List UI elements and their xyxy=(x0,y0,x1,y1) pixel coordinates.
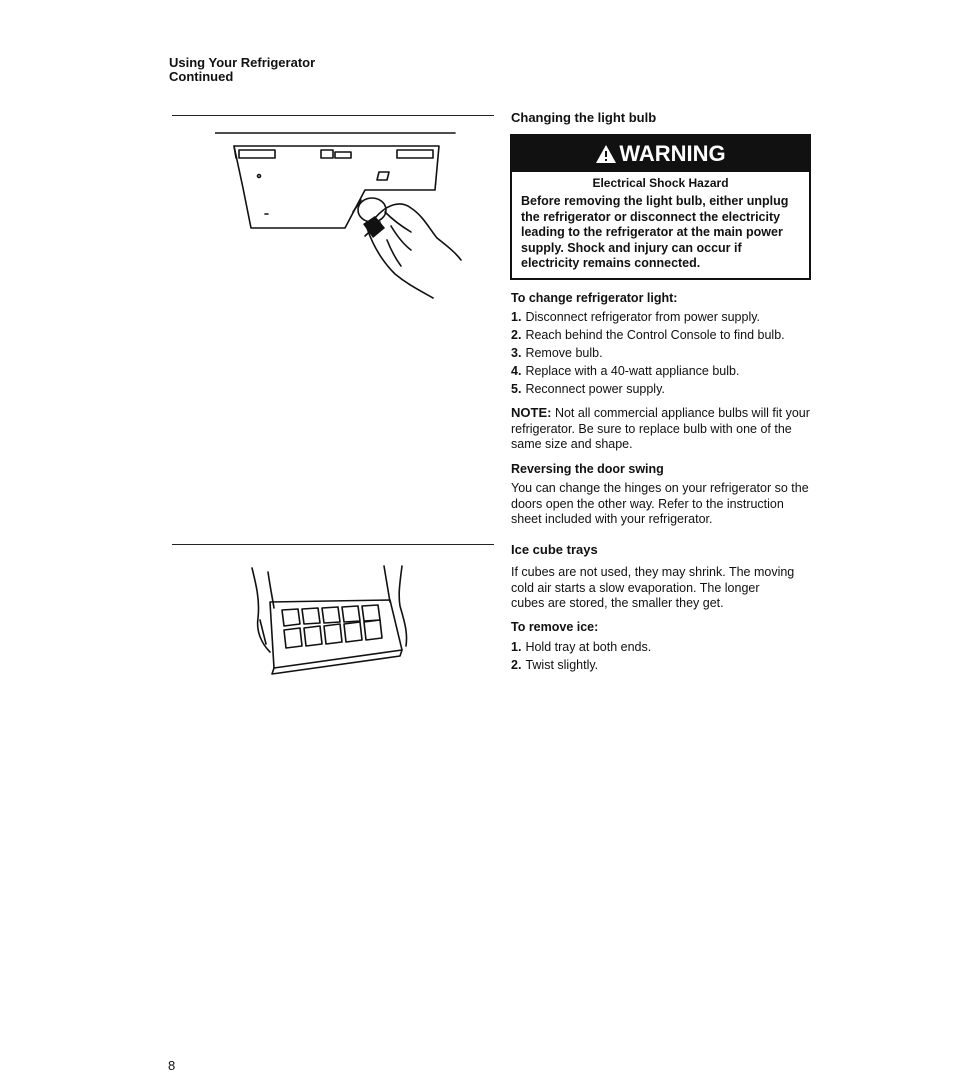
step-item xyxy=(511,308,811,326)
page-header xyxy=(169,56,315,84)
step-item xyxy=(511,380,811,398)
warning-label: WARNING xyxy=(619,141,726,166)
step-item xyxy=(511,344,811,362)
change-light-steps xyxy=(511,308,811,398)
header-title: Using Your Refrigerator xyxy=(169,55,316,70)
step-item xyxy=(511,638,811,656)
page-number: 8 xyxy=(168,1058,176,1073)
note-label: NOTE: xyxy=(511,405,552,420)
step-text: Replace with a 40-watt appliance bulb. xyxy=(525,364,740,378)
step-number: 3. xyxy=(511,346,522,360)
note-text: Not all commercial appliance bulbs will fit your refrigerator. Be sure to replace bulb with one of the same size and shape. xyxy=(511,406,810,451)
divider-middle xyxy=(172,544,494,545)
step-number: 1. xyxy=(511,640,522,654)
light-bulb-illustration xyxy=(215,128,470,300)
step-number: 2. xyxy=(511,658,522,672)
warning-triangle-icon xyxy=(595,144,617,164)
step-text: Reconnect power supply. xyxy=(525,382,665,396)
warning-box xyxy=(510,134,811,280)
step-item xyxy=(511,656,811,674)
step-text: Hold tray at both ends. xyxy=(525,640,652,654)
remove-ice-heading: To remove ice: xyxy=(511,620,599,634)
step-number: 2. xyxy=(511,328,522,342)
warning-subtitle: Electrical Shock Hazard xyxy=(592,176,729,190)
note-paragraph xyxy=(511,405,811,453)
step-text: Twist slightly. xyxy=(525,658,599,672)
section-title-ice-trays: Ice cube trays xyxy=(511,542,598,557)
step-text: Reach behind the Control Console to find bulb. xyxy=(525,328,785,342)
remove-ice-steps xyxy=(511,638,811,674)
header-subtitle: Continued xyxy=(169,69,234,84)
warning-body: Before removing the light bulb, either unplug the refrigerator or disconnect the electricity leading to the refrigerator at the main power supply. Shock and injury can occur if electricity remains connected. xyxy=(521,194,789,270)
section-title-light-bulb: Changing the light bulb xyxy=(511,110,657,125)
step-item xyxy=(511,362,811,380)
step-number: 1. xyxy=(511,310,522,324)
door-swing-body: You can change the hinges on your refrigerator so the doors open the other way. Refer to the instruction sheet included with your refrigerator. xyxy=(511,481,809,526)
step-text: Disconnect refrigerator from power supply. xyxy=(525,310,761,324)
step-text: Remove bulb. xyxy=(525,346,603,360)
ice-tray-illustration xyxy=(240,560,420,682)
step-number: 5. xyxy=(511,382,522,396)
section-title-door-swing: Reversing the door swing xyxy=(511,462,664,476)
change-light-heading: To change refrigerator light: xyxy=(511,291,678,305)
ice-trays-body: If cubes are not used, they may shrink. The moving cold air starts a slow evaporation. The longer cubes are stored, the smaller they get. xyxy=(511,565,795,610)
step-number: 4. xyxy=(511,364,522,378)
warning-banner xyxy=(512,136,809,172)
divider-top xyxy=(172,115,494,116)
step-item xyxy=(511,326,811,344)
